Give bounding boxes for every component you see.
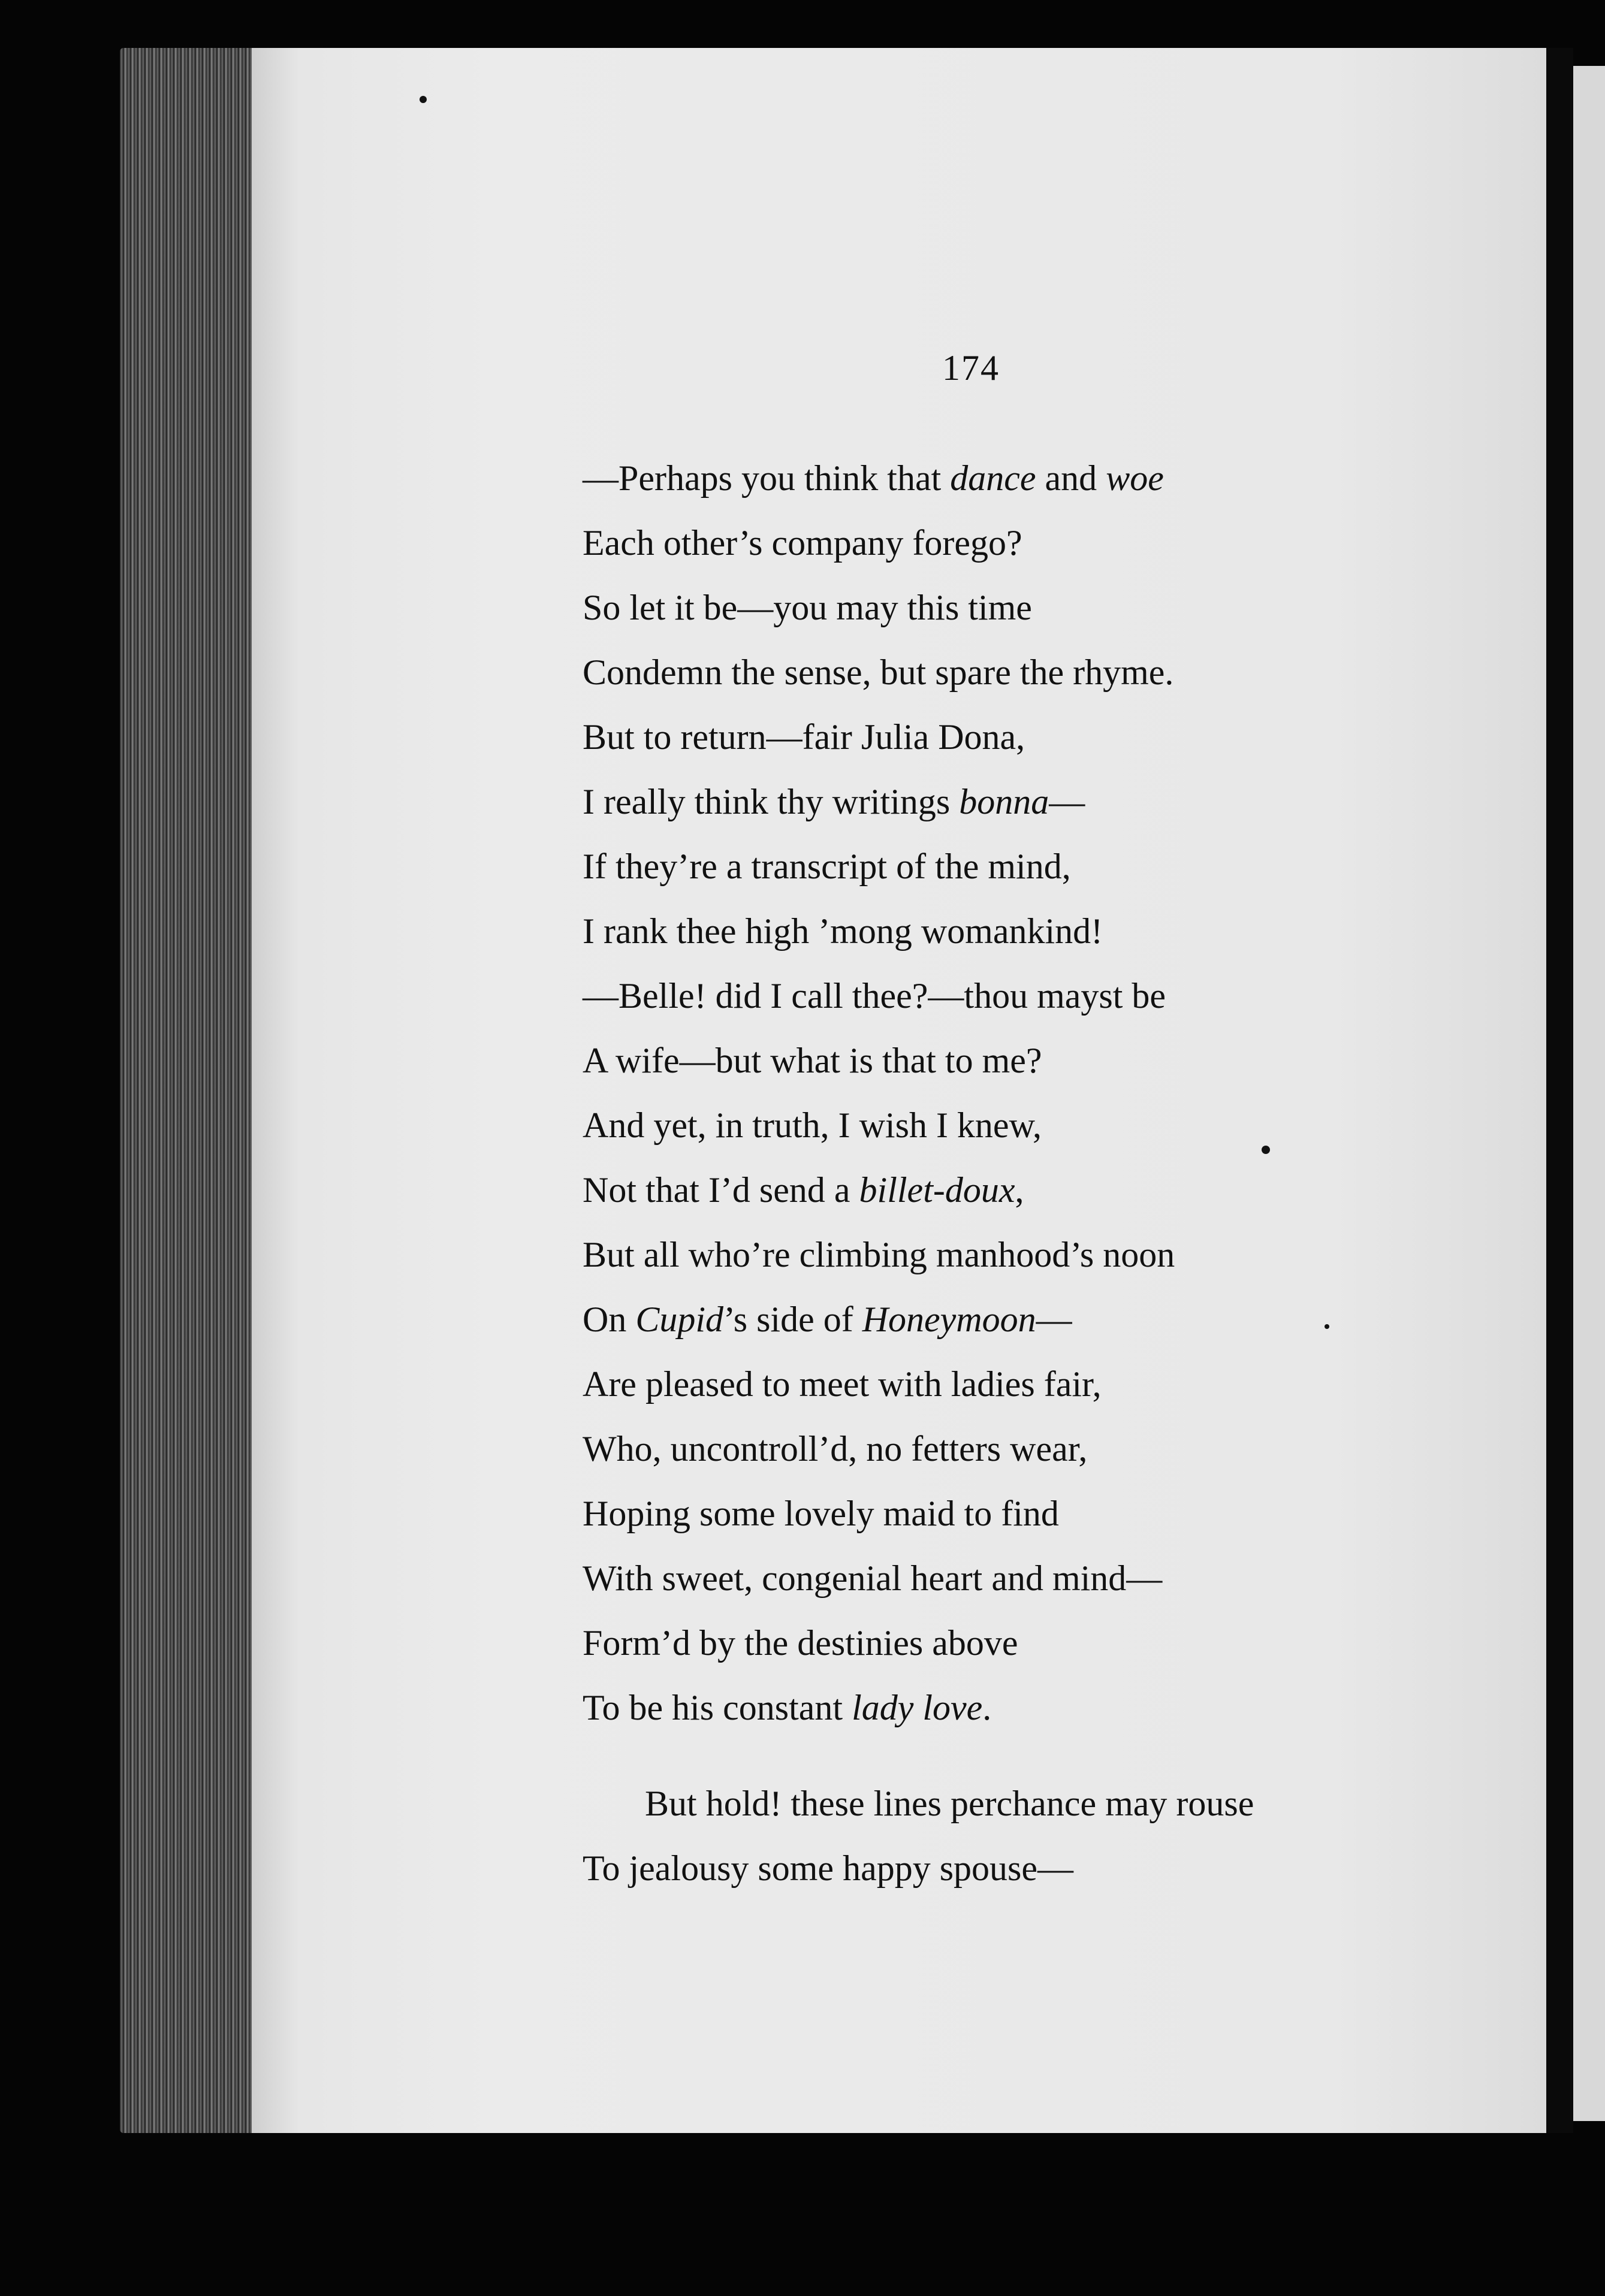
poem-line: [583, 899, 1482, 963]
poem-line: [583, 575, 1482, 640]
line-text: On: [583, 1300, 636, 1339]
line-text: I rank thee high ’mong womankind!: [583, 911, 1103, 951]
poem-line: [583, 963, 1482, 1028]
poem-line: [583, 1158, 1482, 1222]
italic-phrase: billet-doux: [859, 1170, 1015, 1210]
italic-phrase: Honeymoon: [862, 1300, 1036, 1339]
line-text: With sweet, congenial heart and mind—: [583, 1558, 1163, 1598]
italic-phrase: bonna: [959, 782, 1049, 821]
line-text: But hold! these lines perchance may rouse: [645, 1784, 1254, 1823]
line-text: To be his constant: [583, 1688, 852, 1727]
stanza-gap: [583, 1740, 1482, 1771]
poem-line: [583, 1675, 1482, 1740]
poem-line: [583, 1481, 1482, 1546]
line-text: Are pleased to meet with ladies fair,: [583, 1364, 1102, 1404]
gutter-shadow: [1546, 48, 1573, 2133]
line-text: Condemn the sense, but spare the rhyme.: [583, 652, 1174, 692]
line-text: If they’re a transcript of the mind,: [583, 847, 1071, 886]
poem-line: [583, 1287, 1482, 1352]
poem-line: [583, 1093, 1482, 1158]
line-text: Each other’s company forego?: [583, 523, 1022, 563]
poem-line: [583, 1352, 1482, 1416]
line-text: —Perhaps you think that: [583, 458, 951, 498]
line-text: A wife—but what is that to me?: [583, 1041, 1042, 1080]
italic-phrase: lady love: [852, 1688, 983, 1727]
line-text: .: [982, 1688, 992, 1727]
line-text: and: [1036, 458, 1106, 498]
line-text: But to return—fair Julia Dona,: [583, 717, 1025, 757]
poem-line: [583, 1771, 1482, 1836]
poem-line: [583, 705, 1482, 769]
line-text: Who, uncontroll’d, no fetters wear,: [583, 1429, 1088, 1469]
scan-speck: [1325, 1324, 1329, 1329]
poem-line: [583, 834, 1482, 899]
line-text: —: [1036, 1300, 1072, 1339]
book-page-edges: [120, 48, 264, 2133]
italic-phrase: dance: [950, 458, 1036, 498]
scan-speck: [420, 96, 427, 103]
italic-phrase: woe: [1106, 458, 1164, 498]
poem-line: [583, 1416, 1482, 1481]
poem-line: [583, 640, 1482, 705]
line-text: And yet, in truth, I wish I knew,: [583, 1105, 1042, 1145]
line-text: Hoping some lovely maid to find: [583, 1494, 1059, 1533]
poem-line: [583, 1028, 1482, 1093]
poem-line: [583, 769, 1482, 834]
line-text: ’s side of: [723, 1300, 862, 1339]
facing-page-edge: [1573, 66, 1605, 2121]
page-number: 174: [942, 348, 1000, 388]
poem-line: [583, 510, 1482, 575]
line-text: —Belle! did I call thee?—thou mayst be: [583, 976, 1166, 1016]
line-text: So let it be—you may this time: [583, 588, 1032, 627]
poem-line: [583, 1546, 1482, 1611]
poem-line: [583, 1611, 1482, 1675]
poem-line: [583, 1222, 1482, 1287]
poem-line: [583, 446, 1482, 510]
scan-speck: [1262, 1146, 1270, 1154]
poem-text: [583, 446, 1482, 1901]
line-text: But all who’re climbing manhood’s noon: [583, 1235, 1175, 1274]
line-text: —: [1049, 782, 1085, 821]
line-text: To jealousy some happy spouse—: [583, 1848, 1074, 1888]
line-text: Form’d by the destinies above: [583, 1623, 1018, 1663]
line-text: I really think thy writings: [583, 782, 960, 821]
line-text: ,: [1015, 1170, 1024, 1210]
poem-line: [583, 1836, 1482, 1901]
line-text: Not that I’d send a: [583, 1170, 859, 1210]
italic-phrase: Cupid: [635, 1300, 724, 1339]
